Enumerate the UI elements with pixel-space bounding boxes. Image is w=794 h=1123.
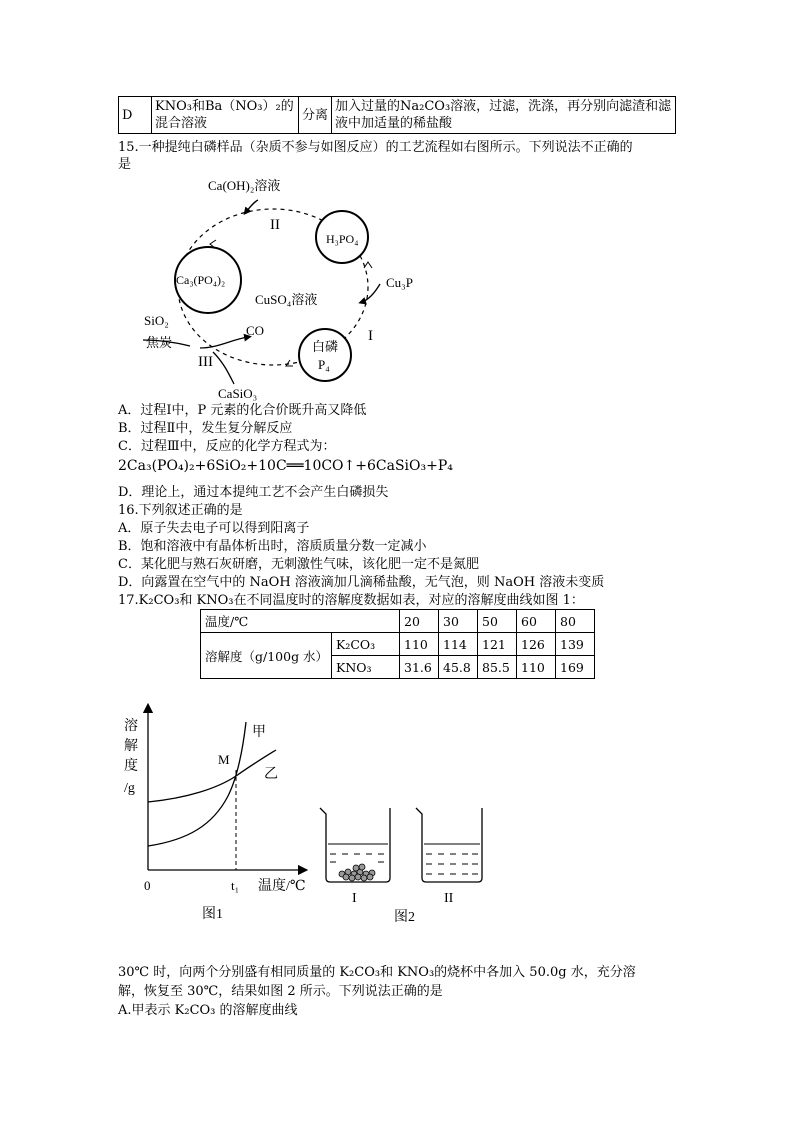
row-label: D [119,97,152,134]
casio3-label: CaSiO₃ [218,386,258,401]
temp-cell: 20 [400,610,439,633]
arrow-head-3 [286,360,293,366]
h3po4-label: H₃PO₄ [326,232,359,246]
white-p-label: 白磷 [312,339,339,354]
temp-cell: 50 [478,610,517,633]
flow-diagram [118,172,448,404]
q15-option-b: B．过程Ⅱ中，发生复分解反应 [118,421,293,436]
beaker-1-label: I [352,891,357,906]
value-cell: 45.8 [439,656,478,679]
substance-cell: KNO₃和Ba（NO₃）₂的混合溶液 [152,97,299,134]
q15-option-a: A．过程Ⅰ中，P 元素的化合价既升高又降低 [118,403,367,418]
beakers-figure [316,800,486,930]
q16-option-a: A．原子失去电子可以得到阳离子 [118,521,310,536]
co-output-arrow [200,337,248,348]
operation-cell: 加入过量的Na₂CO₃溶液，过滤，洗涤，再分别向滤渣和滤液中加适量的稀盐酸 [332,97,676,134]
crystal-precipitate [339,864,375,881]
solubility-curve-figure [118,700,318,930]
value-cell: 126 [517,633,556,656]
xlabel: 温度/℃ [258,879,306,894]
q15-equation: 2Ca₃(PO₄)₂+6SiO₂+10C══10CO↑+6CaSiO₃+P₄ [118,458,453,474]
q15-stem-line1: 15.一种提纯白磷样品（杂质不参与如图反应）的工艺流程如右图所示。下列说法不正确的 [118,140,633,155]
white-p-node [299,329,351,381]
curve-yi [148,750,276,802]
fig2-caption: 图2 [394,910,415,925]
sio2-label: SiO₂ [144,313,169,328]
q16-option-c: C．某化肥与熟石灰研磨，无刺激性气味，该化肥一定不是氮肥 [118,557,479,572]
method-cell: 分离 [299,97,332,134]
solubility-table [200,609,595,679]
value-cell: 85.5 [478,656,517,679]
step2-label: II [270,217,280,233]
temp-cell: 30 [439,610,478,633]
t1-label: t₁ [231,878,240,893]
arrow-head-2 [364,262,372,268]
curve-jia-label: 甲 [252,725,266,740]
substance-name: K₂CO₃ [332,633,400,656]
value-cell: 139 [556,633,595,656]
q15-option-d: D．理论上，通过本提纯工艺不会产生白磷损失 [118,485,389,500]
ylabel-char: 度 [124,759,138,774]
cu3p-label: Cu₃P [386,275,413,290]
q15-stem-line2: 是 [118,157,132,172]
beaker-2 [416,808,482,882]
value-cell: 169 [556,656,595,679]
point-m-label: M [218,752,230,767]
curve-jia [148,722,246,846]
substance-name: KNO₃ [332,656,400,679]
q17-paragraph-line2: 解，恢复至 30℃，结果如图 2 所示。下列说法正确的是 [118,984,443,999]
caoh2-label: Ca(OH)₂溶液 [208,178,281,193]
beaker-2-label: II [444,891,454,906]
ylabel-char: /g [124,781,135,796]
q17-paragraph-line1: 30℃ 时，向两个分别盛有相同质量的 K₂CO₃和 KNO₃的烧杯中各加入 50.0g 水，充分溶 [118,965,636,980]
value-cell: 114 [439,633,478,656]
p4-label: P₄ [318,357,330,372]
caoh2-input-arrow [246,200,258,212]
beaker-2-liquid [424,844,480,874]
origin-label: 0 [144,878,151,893]
coke-label: 焦炭 [146,335,173,350]
table-row [119,97,676,134]
ca3po42-label: Ca₃(PO₄)₂ [176,273,226,287]
fig1-caption: 图1 [202,907,223,922]
q17-option-a: A.甲表示 K₂CO₃ 的溶解度曲线 [118,1003,298,1018]
ylabel-char: 溶 [124,719,138,734]
temp-header: 温度/℃ [201,610,400,633]
curve-yi-label: 乙 [264,767,278,782]
value-cell: 31.6 [400,656,439,679]
step1-label: I [368,328,373,344]
temp-cell: 60 [517,610,556,633]
cuso4-label: CuSO₄溶液 [255,292,318,307]
separation-table [118,96,676,134]
q16-option-d: D．向露置在空气中的 NaOH 溶液滴加几滴稀盐酸，无气泡，则 NaOH 溶液未变质 [118,575,605,590]
value-cell: 110 [400,633,439,656]
table-row [201,610,595,633]
ylabel-char: 解 [124,739,138,754]
q16-stem: 16.下列叙述正确的是 [118,503,243,518]
beaker-1-liquid [328,844,388,862]
q15-option-c: C．过程Ⅲ中，反应的化学方程式为： [118,439,336,454]
q16-option-b: B．饱和溶液中有晶体析出时，溶质质量分数一定减小 [118,539,427,554]
table-row [201,633,595,656]
value-cell: 121 [478,633,517,656]
cu3p-input-arrow [362,284,380,302]
co-label: CO [246,323,265,338]
solubility-header: 溶解度（g/100g 水） [201,633,332,679]
q17-stem: 17.K₂CO₃和 KNO₃在不同温度时的溶解度数据如表，对应的溶解度曲线如图 1： [118,593,584,608]
step3-label: III [198,354,213,370]
value-cell: 110 [517,656,556,679]
temp-cell: 80 [556,610,595,633]
